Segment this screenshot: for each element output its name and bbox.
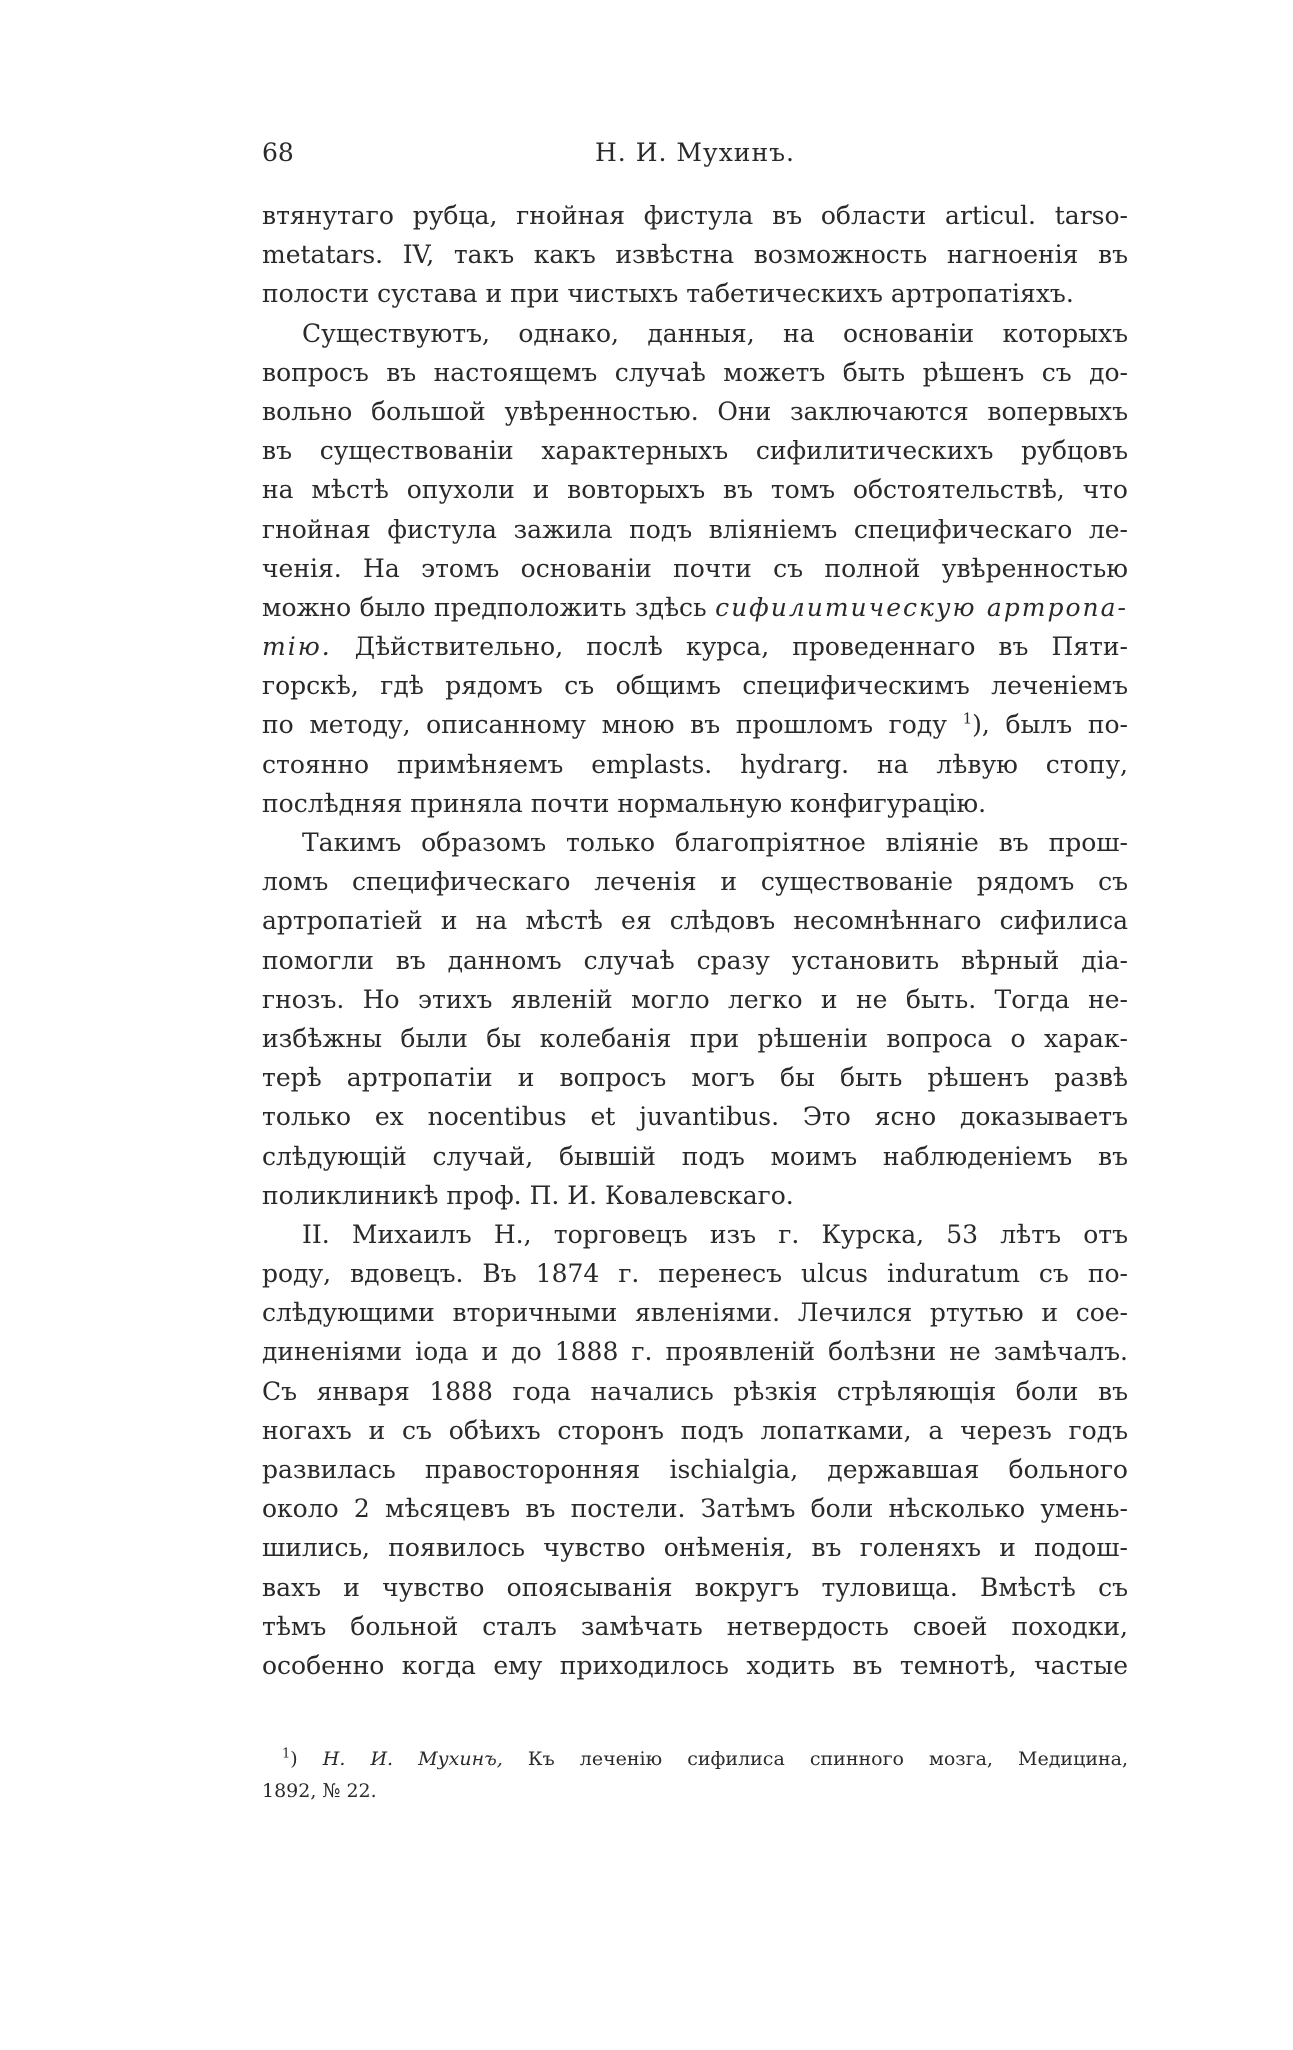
page-number: 68 [262,138,294,167]
footnote-reference: 1 [962,710,973,729]
footnote-author: Н. И. Мухинъ, [322,1748,503,1770]
text-line: въ существованіи характерныхъ сифилитическихъ рубцовъ [262,436,1128,466]
footnote-paren: ) [290,1748,323,1770]
text-line: II. Михаилъ Н., торговецъ изъ г. Курска, 53 лѣтъ отъ [302,1219,1128,1249]
text-line: вопросъ въ настоящемъ случаѣ можетъ быть рѣшенъ съ до- [262,357,1128,387]
text-line: стоянно примѣняемъ emplasts. hydrarg. на лѣвую стопу, [262,749,1128,779]
text-line: Существуютъ, однако, данныя, на основаніи которыхъ [302,318,1128,348]
text-line: Такимъ образомъ только благопріятное вліяніе въ прош- [302,828,1128,857]
page-header [262,138,1128,178]
text-line: Съ января 1888 года начались рѣзкія стрѣляющія боли въ [262,1376,1128,1406]
text-line: артропатіей и на мѣстѣ ея слѣдовъ несомнѣннаго сифилиса [262,906,1128,936]
footnote-line: 1892, № 22. [262,1780,377,1802]
text-line: гнозъ. Но этихъ явленій могло легко и не быть. Тогда не- [262,984,1128,1014]
text-line: развилась правосторонняя ischialgia, державшая больного [262,1455,1128,1484]
text-line: терѣ артропатіи и вопросъ могъ бы быть рѣшенъ развѣ [262,1063,1128,1093]
body-text [262,196,1128,1685]
emphasized-term: сифилитическую артропа- [715,592,1128,622]
footnote-line [262,1743,1128,1775]
text-line: особенно когда ему приходилось ходить въ темнотѣ, частые [262,1650,1128,1680]
text-line [262,588,1128,627]
text-line: диненіями іода и до 1888 г. проявленій болѣзни не замѣчалъ. [262,1337,1128,1367]
text-line: только ex nocentibus et juvantibus. Это ясно доказываетъ [262,1102,1128,1132]
text-line: гнойная фистула зажила подъ вліяніемъ специфическаго ле- [262,514,1128,544]
text-line: вахъ и чувство опоясыванія вокругъ туловища. Вмѣстѣ съ [262,1572,1128,1602]
text-line: на мѣстѣ опухоли и вовторыхъ въ томъ обстоятельствѣ, что [262,475,1128,505]
text-line: слѣдующими вторичными явленіями. Лечился ртутью и сое- [262,1298,1128,1328]
text-line: помогли въ данномъ случаѣ сразу установить вѣрный діа- [262,945,1128,975]
text-line: около 2 мѣсяцевъ въ постели. Затѣмъ боли нѣсколько умень- [262,1494,1128,1524]
text-line: втянутаго рубца, гнойная фистула въ области articul. tarso- [262,201,1128,230]
footnote-text: Къ леченію сифилиса спинного мозга, Медицина, [502,1748,1128,1770]
text-segment: ), былъ по- [972,710,1128,740]
text-segment: по методу, описанному мною въ прошломъ году [262,710,963,740]
text-line: полости сустава и при чистыхъ табетическихъ артропатіяхъ. [262,279,1074,309]
text-line: тѣмъ больной сталъ замѣчать нетвердость своей походки, [262,1611,1128,1641]
text-line: ченія. На этомъ основаніи почти съ полной увѣренностью [262,553,1128,583]
footnote [262,1743,1128,1807]
text-line: ногахъ и съ обѣихъ сторонъ подъ лопатками, а черезъ годъ [262,1415,1128,1445]
text-line: избѣжны были бы колебанія при рѣшеніи вопроса о харак- [262,1023,1128,1053]
footnote-mark: 1 [282,1746,291,1762]
text-segment: Дѣйствительно, послѣ курса, проведеннаго въ Пяти- [331,632,1128,662]
emphasized-term: тію. [262,632,332,662]
text-line: горскѣ, гдѣ рядомъ съ общимъ специфическимъ леченіемъ [262,671,1128,701]
text-line [262,705,1128,744]
text-line: роду, вдовецъ. Въ 1874 г. перенесъ ulcus induratum съ по- [262,1259,1128,1289]
text-segment: можно было предположить здѣсь [262,592,716,622]
text-line: metatars. IV, такъ какъ извѣстна возможность нагноенія въ [262,240,1128,270]
text-line: ломъ специфическаго леченія и существованіе рядомъ съ [262,867,1128,897]
text-line: вольно большой увѣренностью. Они заключаются вопервыхъ [262,396,1128,426]
text-line [262,627,1128,666]
text-line: слѣдующій случай, бывшій подъ моимъ наблюденіемъ въ [262,1141,1128,1171]
running-head: Н. И. Мухинъ. [595,138,795,167]
text-line: шились, появилось чувство онѣменія, въ голеняхъ и подош- [262,1533,1128,1563]
text-line: поликлиникѣ проф. П. И. Ковалевскаго. [262,1180,794,1210]
text-line: послѣдняя приняла почти нормальную конфигурацію. [262,788,987,818]
